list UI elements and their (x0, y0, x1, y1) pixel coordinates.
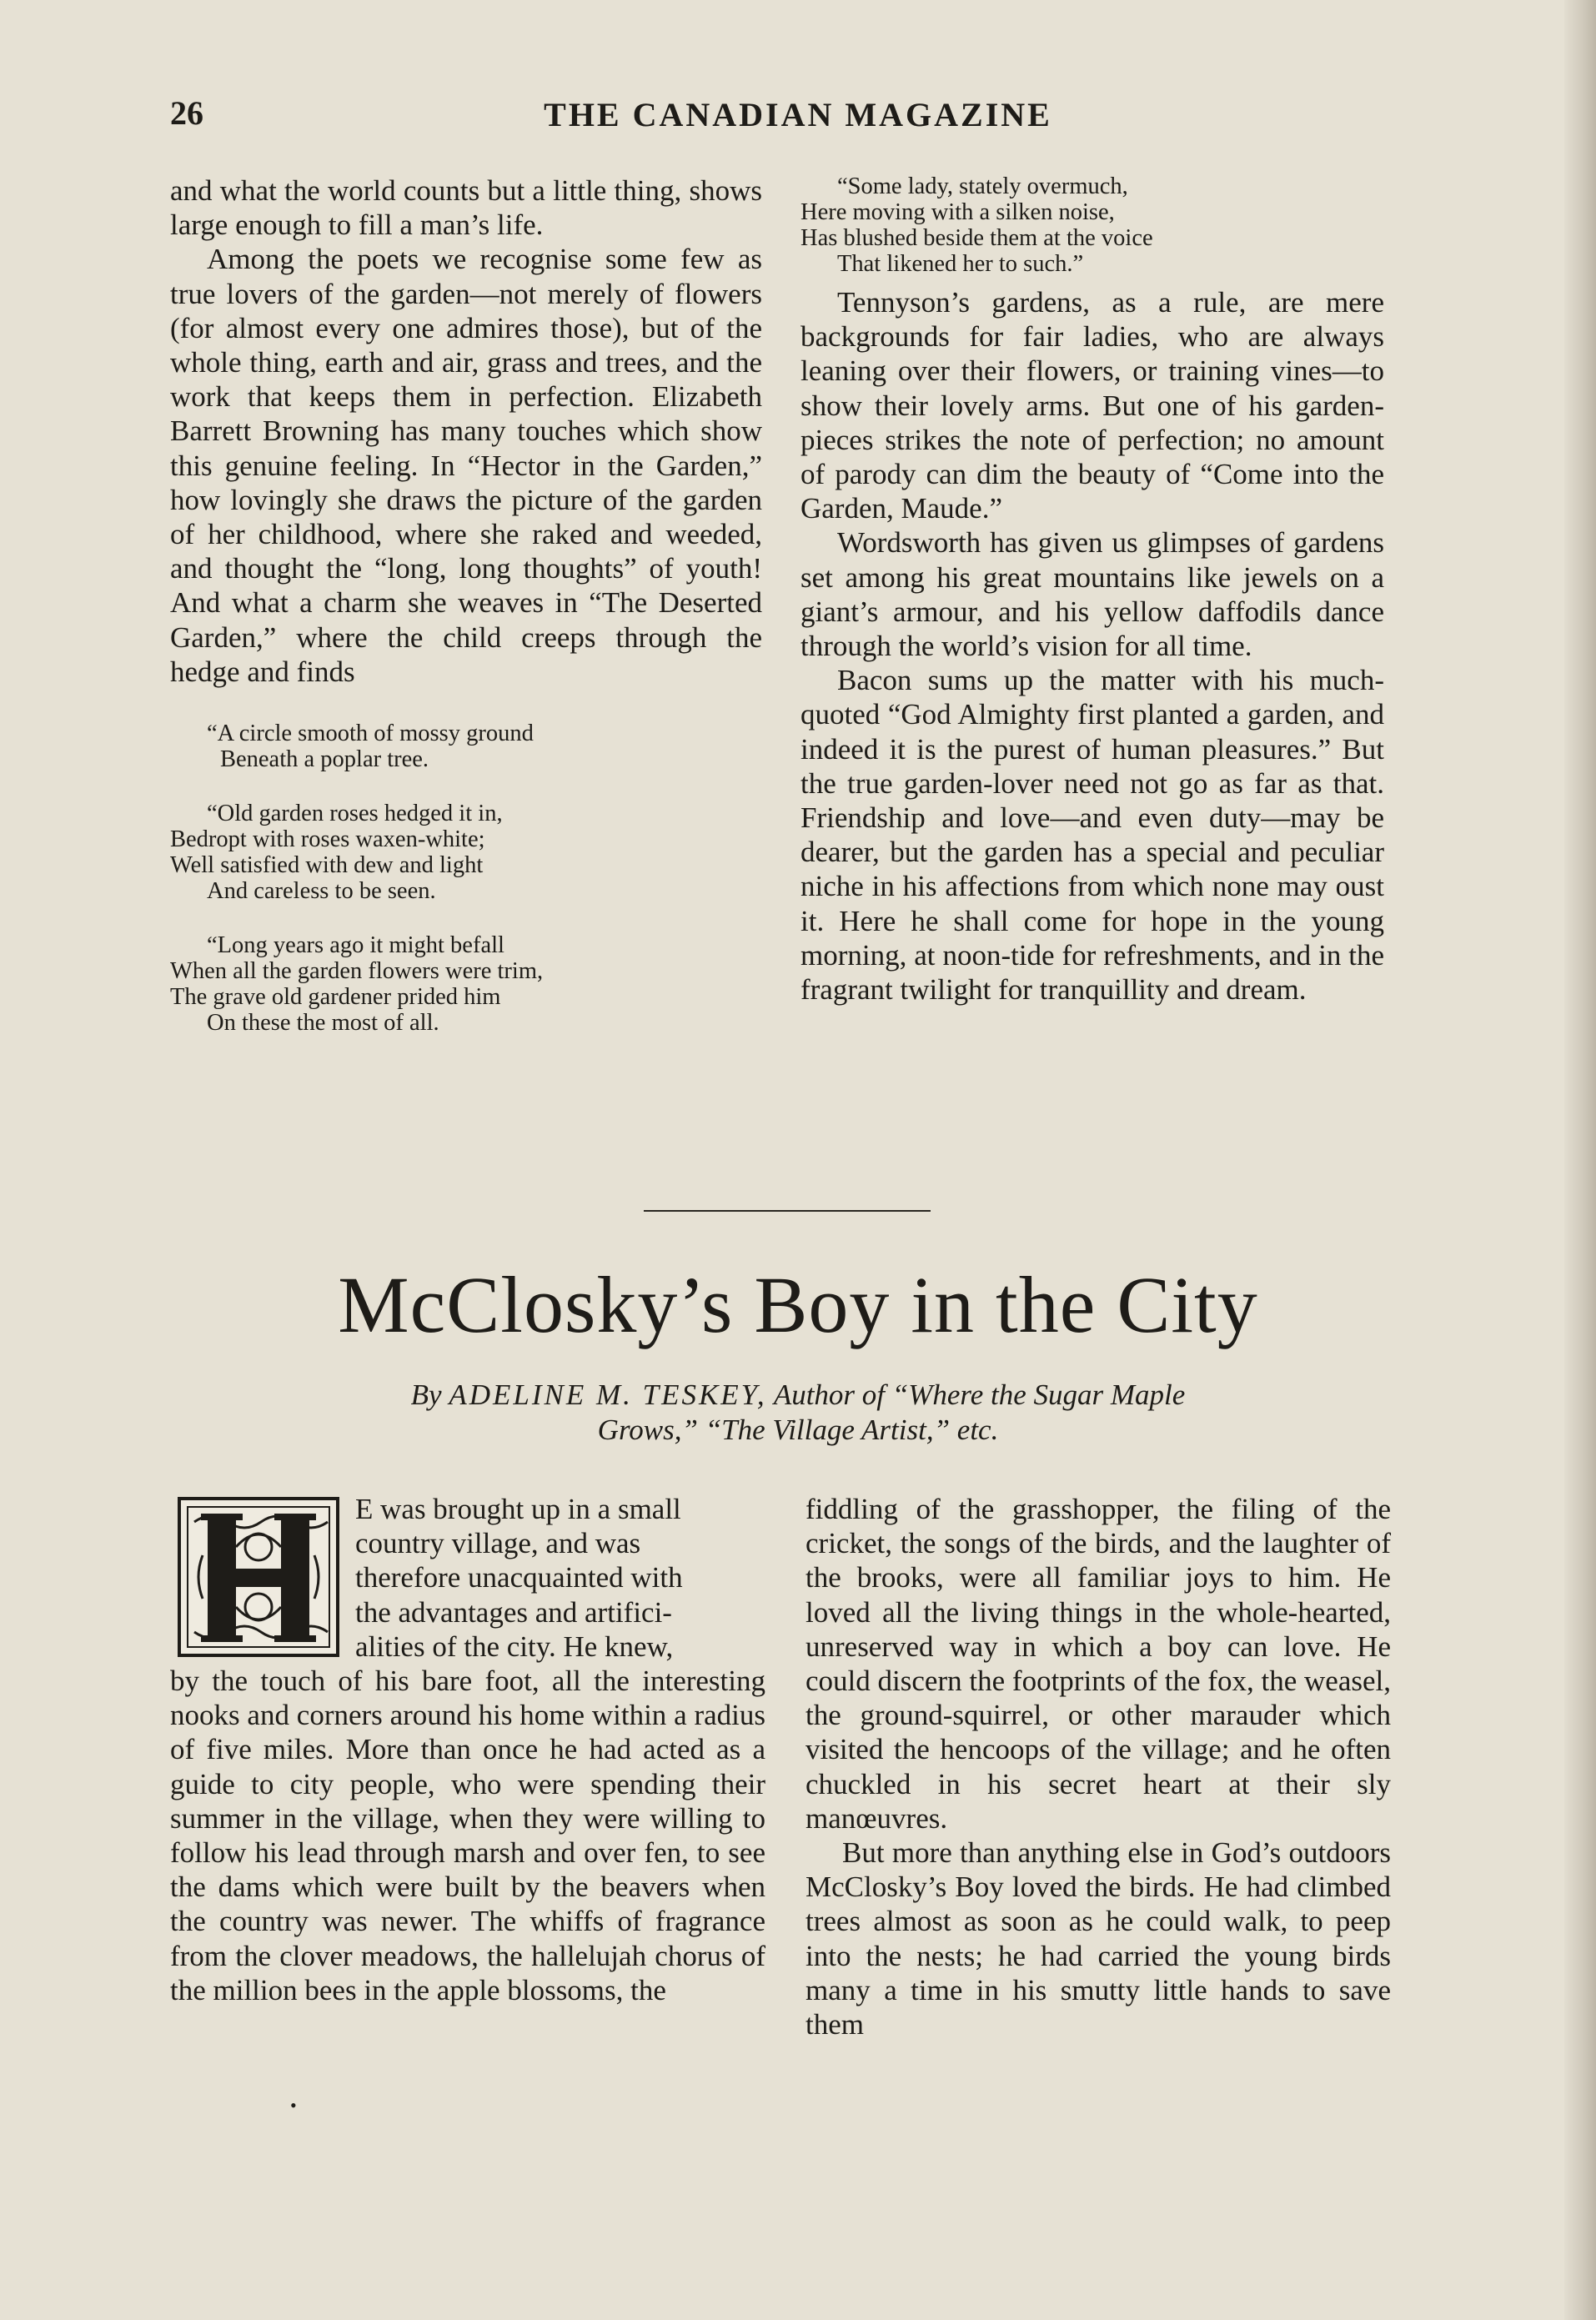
story-paragraph: by the touch of his bare foot, all the interesting nooks and corners around his home within a radius of five miles. More than once he had acted as a guide to city people, who were spending their summer in the village, when they were willing to follow his lead through marsh and over fen, to see the dams which were built by the beavers when the country was newer. The whiffs of fragrance from the clover meadows, the hallelujah chorus of the million bees in the apple blossoms, the (170, 1665, 765, 2006)
story-paragraph: But more than anything else in God’s outdoors McClosky’s Boy loved the birds. He had climbed trees almost as soon as he could walk, to peep into the nests; he had carried the young birds many a time in his smutty little hands to save them (806, 1836, 1391, 2041)
story-column-right (806, 1492, 1391, 2041)
byline-line-1 (0, 1378, 1596, 1413)
byline-line-2: Grows,” “The Village Artist,” etc. (597, 1414, 999, 1446)
essay-paragraph: Wordsworth has given us glimpses of gardens set among his great mountains like jewels on a giant’s armour, and his yellow daffodils dance through the world’s vision for all time. (801, 526, 1384, 663)
verse-line: When all the garden flowers were trim, (170, 958, 544, 985)
page-number: 26 (170, 94, 203, 132)
essay-paragraph: Bacon sums up the matter with his much-quoted “God Almighty first planted a garden, and indeed it is the purest of human pleasures.” But the true garden-lover need not go as far as that. Friendship and love—and even duty—may be dearer, but the garden has a special and peculiar niche in his affections from which none may oust it. Here he shall come for hope in the young morning, at noon-tide for refreshments, and in the fragrant twilight for tranquillity and dream. (801, 664, 1384, 1007)
essay-paragraph: Among the poets we recognise some few as true lovers of the garden—not merely of flowers (for almost every one admires those), but of the whole thing, earth and air, grass and trees, and the work that keeps them in perfection. Elizabeth Barrett Browning has many touches which show this genuine feeling. In “Hector in the Garden,” how lovingly she draws the picture of the garden of her childhood, where she raked and weeded, and thought the “long, long thoughts” of youth! And what a charm she weaves in “The Deserted Garden,” where the child creeps through the hedge and finds (170, 243, 762, 688)
verse-stanza (170, 932, 762, 1036)
verse-line: “A circle smooth of mossy ground (207, 721, 534, 747)
dropcap-line: E was brought up in a small (355, 1493, 681, 1525)
verse-line: Here moving with a silken noise, (801, 199, 1115, 225)
verse-line: “Old garden roses hedged it in, (207, 801, 503, 827)
byline-credit: Author of “Where the Sugar Maple (773, 1378, 1186, 1411)
verse-line: And careless to be seen. (207, 878, 436, 905)
story-paragraph: fiddling of the grasshopper, the filing of the cricket, the songs of the birds, and the laughter of the brooks, were all familiar joys to him. He loved all the living things in the whole-hearted, unreserved way in which a boy can love. He could discern the footprints of the fox, the weasel, the ground-squirrel, or other marauder which visited the hencoops of the village; and he often chuckled in his secret heart at their sly manœuvres. (806, 1493, 1391, 1835)
byline (0, 1378, 1596, 1448)
verse-line: That likened her to such.” (837, 251, 1084, 277)
verse-line: Bedropt with roses waxen-white; (170, 826, 485, 853)
section-divider (644, 1210, 931, 1212)
verse-line: On these the most of all. (207, 1010, 439, 1037)
dropcap-line: therefore unacquainted with (355, 1561, 683, 1594)
verse-line: The grave old gardener prided him (170, 984, 501, 1011)
verse-line: Beneath a poplar tree. (220, 746, 429, 773)
essay-paragraph: Tennyson’s gardens, as a rule, are mere backgrounds for fair ladies, who are always leaning over their flowers, or training vines—to show their lovely arms. But one of his garden-pieces strikes the note of perfection; no amount of parody can dim the beauty of “Come into the Garden, Maude.” (801, 286, 1384, 525)
essay-column-left (170, 173, 762, 1036)
byline-by: By (410, 1378, 442, 1411)
verse-stanza (170, 801, 762, 904)
story-column-left (170, 1492, 765, 2007)
verse-line: “Some lady, stately overmuch, (837, 173, 1128, 199)
essay-column-right (801, 173, 1384, 1007)
verse-line: Well satisfied with dew and light (170, 852, 484, 879)
verse-line: “Long years ago it might befall (207, 932, 504, 959)
verse-stanza (801, 173, 1384, 277)
running-head: THE CANADIAN MAGAZINE (544, 96, 1052, 133)
page-edge-shadow (1564, 0, 1596, 2320)
ink-speck: • (290, 2095, 297, 2116)
verse-stanza (170, 721, 762, 772)
essay-paragraph: and what the world counts but a little thing, shows large enough to fill a man’s life. (170, 174, 762, 242)
dropcap-line: the advantages and artifici- (355, 1595, 672, 1629)
dropcap-paragraph-lines (170, 1492, 765, 1664)
dropcap-line: country village, and was (355, 1527, 641, 1560)
verse-line: Has blushed beside them at the voice (801, 225, 1153, 251)
byline-author: ADELINE M. TESKEY, (449, 1378, 767, 1411)
story-title: McClosky’s Boy in the City (338, 1260, 1258, 1349)
dropcap-line: alities of the city. He knew, (355, 1630, 674, 1663)
